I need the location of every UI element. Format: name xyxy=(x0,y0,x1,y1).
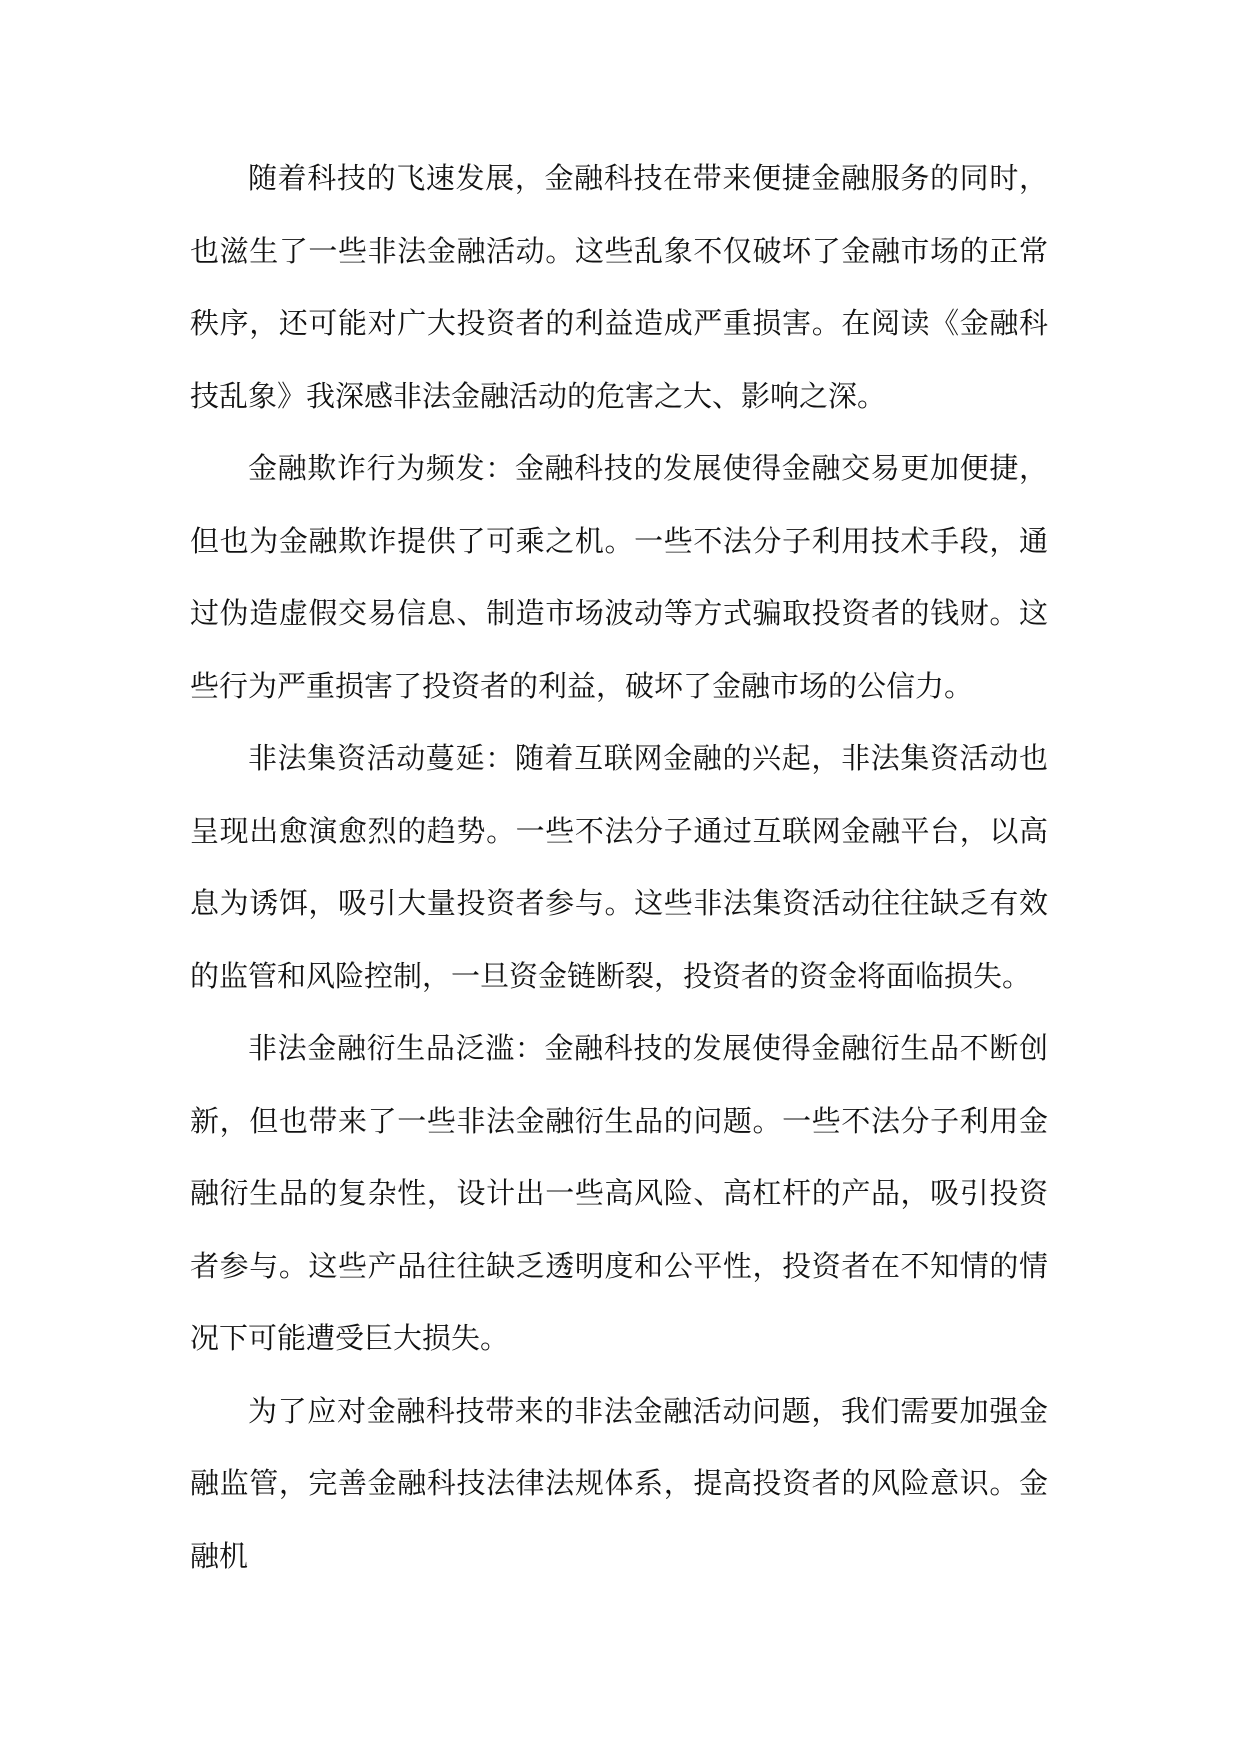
paragraph-illegal-fundraising: 非法集资活动蔓延：随着互联网金融的兴起，非法集资活动也呈现出愈演愈烈的趋势。一些不法分子通过互联网金融平台，以高息为诱饵，吸引大量投资者参与。这些非法集资活动往往缺乏有效的监管和风险控制，一旦资金链断裂，投资者的资金将面临损失。 xyxy=(190,741,1048,993)
paragraph-financial-fraud: 金融欺诈行为频发：金融科技的发展使得金融交易更加便捷，但也为金融欺诈提供了可乘之机。一些不法分子利用技术手段，通过伪造虚假交易信息、制造市场波动等方式骗取投资者的钱财。这些行为严重损害了投资者的利益，破坏了金融市场的公信力。 xyxy=(190,451,1048,703)
paragraph-countermeasures: 为了应对金融科技带来的非法金融活动问题，我们需要加强金融监管，完善金融科技法律法规体系，提高投资者的风险意识。金融机 xyxy=(190,1393,1048,1573)
paragraph-intro: 随着科技的飞速发展，金融科技在带来便捷金融服务的同时，也滋生了一些非法金融活动。这些乱象不仅破坏了金融市场的正常秩序，还可能对广大投资者的利益造成严重损害。在阅读《金融科技乱象》我深感非法金融活动的危害之大、影响之深。 xyxy=(190,161,1048,413)
paragraph-illegal-derivatives: 非法金融衍生品泛滥：金融科技的发展使得金融衍生品不断创新，但也带来了一些非法金融衍生品的问题。一些不法分子利用金融衍生品的复杂性，设计出一些高风险、高杠杆的产品，吸引投资者参与。这些产品往往缺乏透明度和公平性，投资者在不知情的情况下可能遭受巨大损失。 xyxy=(190,1031,1048,1355)
document-body xyxy=(190,142,1048,1592)
